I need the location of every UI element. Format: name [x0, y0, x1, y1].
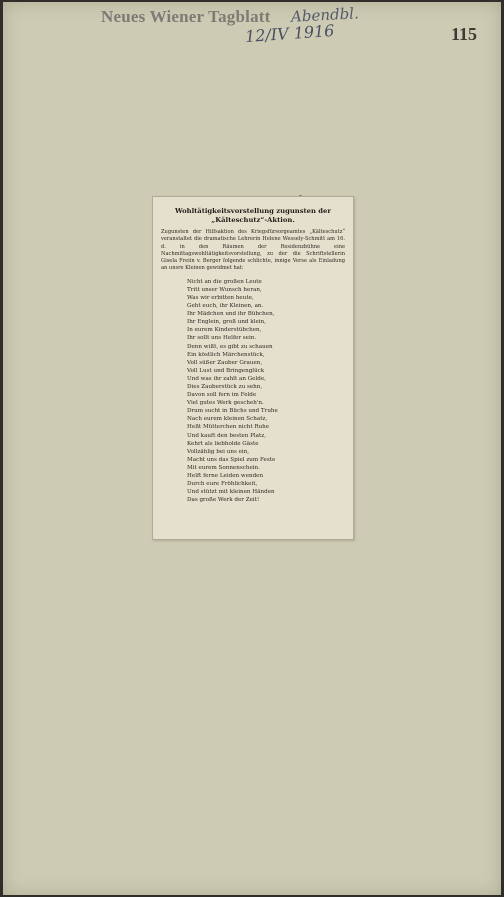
poem-line: Kehrt als liebholde Gäste: [187, 440, 259, 447]
poem-line: Das große Werk der Zeit!: [187, 497, 260, 504]
poem-line: Ein köstlich Märchenstück,: [187, 351, 265, 358]
poem-line: Helft ferne Leiden wenden: [187, 473, 264, 480]
poem-line: Und was ihr zahlt an Gelde,: [187, 375, 266, 382]
poem-line: Geht euch, ihr Kleinen, an.: [187, 303, 264, 310]
poem-line: Dies Zauberstück zu sehn,: [187, 384, 263, 390]
poem-line: Vollzählig bei uns ein,: [187, 448, 250, 455]
poem-line: Was wir erbitten heute,: [187, 294, 254, 301]
handwritten-date: 12/IV 1916: [244, 20, 335, 47]
poem-line: Durch eure Fröhlichkeit,: [187, 481, 258, 488]
article-headline: Wohltätigkeitsvorstellung zugunsten der „Kälteschutz“-Aktion.: [175, 207, 331, 224]
poem-line: Und stützt mit kleinen Händen: [187, 489, 275, 496]
poem-line: Drum sucht in Büchs und Truhe: [187, 408, 278, 415]
page-number: 115: [450, 24, 477, 44]
poem-line: Voll süßer Zauber Grauen,: [187, 359, 263, 366]
poem-line: Ihr Mädchen und ihr Bübchen,: [187, 311, 275, 318]
poem-line: Tritt unser Wunsch heran,: [187, 286, 262, 293]
poem-line: Nach eurem kleinen Schatz,: [187, 416, 268, 423]
poem-line: Davon soll fern im Felde: [187, 392, 257, 399]
article-intro: Zugunsten der Hilfsaktion des Kriegsfürsorgeamtes „Kälteschutz“ veranstaltet die dramatische Lehrerin Helene Wessely-Schmitt am 16. d. in den Räumen der Residenzbühne eine Nachmittagswohltätigkeitsvorstellung, zu der die Schriftstellerin Gisela Freiin v. Berger folgende schlichte, innige Verse als Einladung an unsre Kleinen gewidmet hat:: [161, 229, 345, 272]
poem-line: Denn wißt, es gibt zu schauen: [187, 343, 273, 350]
article-poem: [187, 278, 353, 505]
poem-line: Ihr Englein, groß und klein,: [187, 319, 266, 326]
poem-line: Macht uns das Spiel zum Feste: [187, 456, 276, 463]
poem-line: Mit eurem Sonnenschein.: [187, 464, 260, 471]
newspaper-stamp: Neues Wiener Tagblatt: [101, 7, 271, 26]
poem-line: In eurem Kinderstübchen,: [187, 327, 262, 334]
poem-line: Voll Lust und Bringenglück: [187, 367, 265, 374]
newspaper-clipping: [152, 196, 354, 540]
poem-line: Heßt Mütterchen nicht Ruhe: [187, 424, 270, 431]
poem-line: Nicht an die großen Leute: [187, 278, 262, 285]
poem-line: Ihr sollt uns Helfer sein.: [187, 335, 257, 342]
handwritten-note: Abendbl.: [290, 4, 360, 26]
poem-line: Viel gutes Werk gescheh'n.: [187, 400, 264, 407]
poem-line: Und kauft den besten Platz,: [187, 432, 266, 439]
